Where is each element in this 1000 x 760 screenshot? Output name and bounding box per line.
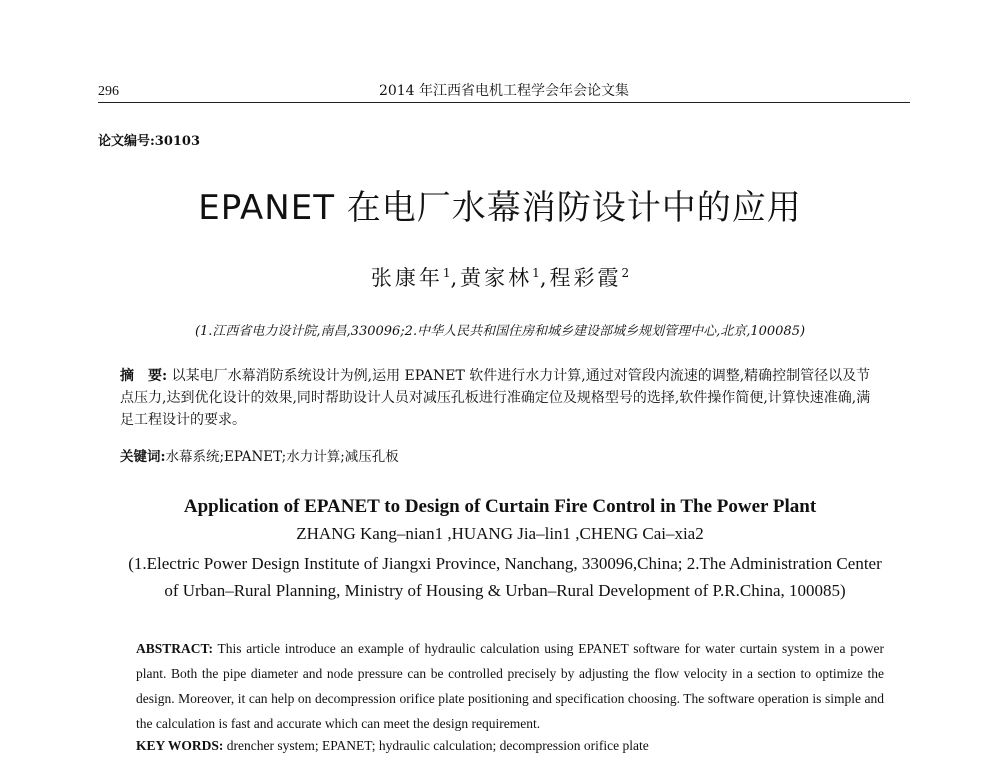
paper-id: 论文编号:30103: [98, 134, 201, 149]
page-header: [98, 80, 910, 102]
header-rule: [98, 102, 910, 103]
affiliation-en: (1.Electric Power Design Institute of Jiangxi Province, Nanchang, 330096,China; 2.The Administration Center of Urban–Rural Planning, Ministry of Housing & Urban–Rural Development of P.R.China, 100085): [128, 554, 882, 600]
abstract-en-text: This article introduce an example of hydraulic calculation using EPANET software for water curtain system in a power plant. Both the pipe diameter and node pressure can be controlled precisely by adjusting the flow velocity in a section to optimize the design. Moreover, it can help on decompression orifice plate positioning and specification choosing. The software operation is simple and the calculation is fast and accurate which can meet the design requirement.: [136, 641, 884, 731]
affiliation-cn: (1.江西省电力设计院,南昌,330096;2.中华人民共和国住房和城乡建设部城乡规划管理中心,北京,100085): [194, 324, 806, 339]
author-affil-mark: 1: [532, 266, 540, 280]
abstract-cn: [120, 365, 880, 431]
keywords-en-text: drencher system; EPANET; hydraulic calculation; decompression orifice plate: [226, 738, 649, 753]
paper-title-en: Application of EPANET to Design of Curtain Fire Control in The Power Plant: [183, 496, 817, 517]
keywords-cn-text: 水幕系统;EPANET;水力计算;减压孔板: [165, 449, 399, 465]
running-head: 2014 年江西省电机工程学会年会论文集: [378, 83, 630, 99]
keywords-en-label: KEY WORDS:: [136, 738, 224, 753]
abstract-cn-text: 以某电厂水幕消防系统设计为例,运用 EPANET 软件进行水力计算,通过对管段内流速的调整,精确控制管径以及节点压力,达到优化设计的效果,同时帮助设计人员对减压孔板进行准确定位及规格型号的选择,软件操作简便,计算快速准确,满足工程设计的要求。: [120, 368, 871, 428]
paper-title: EPANET 在电厂水幕消防设计中的应用: [198, 188, 802, 228]
abstract-en-label: ABSTRACT:: [136, 641, 214, 656]
abstract-en: [136, 636, 884, 736]
authors-en: ZHANG Kang–nian1 ,HUANG Jia–lin1 ,CHENG Cai–xia2: [296, 524, 704, 543]
author-affil-mark: 1: [442, 266, 451, 280]
abstract-cn-label: 摘 要:: [120, 368, 168, 384]
page-number: 296: [98, 84, 119, 99]
authors-cn: 张康年$^1$,黄家林$^1$,程彩霞$^2$: [370, 266, 630, 290]
author-name: 程彩霞: [549, 266, 622, 290]
keywords-cn: [120, 445, 880, 465]
keywords-en: [136, 738, 884, 754]
author-affil-mark: 2: [621, 266, 630, 280]
keywords-cn-label: 关键词:: [120, 449, 166, 465]
author-name: 张康年: [370, 266, 443, 290]
author-name: 黄家林: [460, 266, 533, 290]
